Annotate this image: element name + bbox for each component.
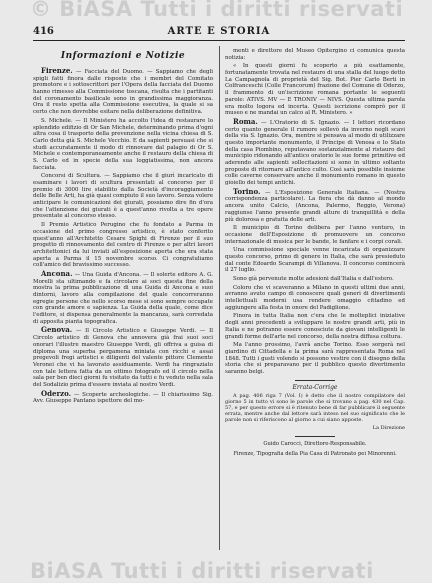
imprint-printer: Firenze, Tipografia della Pia Casa di Patronato pei Minorenni. [233,451,397,457]
left-paragraphs [33,68,213,405]
errata-text: A pag. 406 riga 7 (Vol. I) è detto che il nostro compilatore del giorno 5 in tutto vi sono le parole che si trovano a pag. 430 nel Cap. 57, e per questo errore si è ritenuto bene di far pubblicare il seguente errata, mentre anche dal lettore sarà inteso nel suo significato che le parole non si riferiscono al giorno a cui siano apposte. [225,393,405,424]
paragraph-lead: Roma. [233,116,258,126]
paragraph-text: Ma l'anno prossimo, l'avrà anche Torino. Esso sorgerà nel giardino di Cittadella e la prima sarà rappresentata Roma nel 1848. Tutti i gusti volendo si possono vestire con il disegno della storia che si preparavano per il pubblico questo divertimento saranno belgi. [225,342,405,375]
section-title: Informazioni e Notizie [60,51,186,61]
watermark-top: © BiASA Tutti i diritti riservati [30,0,404,21]
page-header [33,26,405,41]
paragraph-text: Coloro che vi scaveranno a Milano in questi ultimi due anni, avranno avuto campo di conoscere quali generi di divertimenti intellettuali moderni usa rendere omaggio cittadino ed aggiungere alla festa in onore del Padiglione. [225,284,405,311]
paragraph [33,173,213,220]
paragraph [225,342,405,375]
paragraph [225,276,405,283]
section-divider [295,380,335,381]
paragraph [225,225,405,245]
paragraph-text: Concorsi di Scultura. — Sappiamo che il giurì incaricato di esaminare i lavori di scultura presentati al concorso per il premio di 3000 lire stabilito dalla Società d'incoraggiamento delle Belle Arti, ha già quasi compiuto il suo lavoro. Senza volere anticipare le comunicazioni dei giurati, possiamo dire fin d'ora che l'attenzione dei giurati è a quest'anno rivolta a tre opere presentate al concorso stesso. [33,173,213,220]
paragraph [225,285,405,312]
paragraph [225,48,405,61]
paragraph-lead: Firenze. [41,66,73,75]
paragraph-text: — L'Esposizione Generale Italiana. — (Nostra corrispondenza particolare). La fiera che dà danno al mondo ancora unito Calcio, (Ancona, Palermo, Reggio, Verona) raggiunse l'anno presente grandi alture di tranquillità e della più dolorosa e gratuita delle arti. [225,189,405,223]
paragraph-text: Il Premio Artistico Perugino che fu fondato a Parma in occasione del primo congresso artistico, è stato conferito quest'anno all'Architetto Cesare Spighi di Firenze per il suo progetto di rinnovamento del centro di Firenze e per altri lavori architettonici da lui inviati all'esposizione aperta che era stata aperta a Parma il 15 novembre scorso. Ci congratuliamo coll'amico del bravissimo successo. [33,222,213,269]
watermark-bottom: BiASA Tutti i diritti riservati [30,559,374,583]
column-divider [219,46,220,550]
paragraph [225,63,405,117]
paragraph [225,247,405,274]
paragraph-text: — Una Guida d'Ancona. — Il solerte editore A. G. Morelli sta ultimando e fa circolare ai soci questa fine della mostra la prima pubblicazione di una Guida di Ancona e suoi dintorni, lavoro alla compilazione del quale concorreranno egregie persone che nello scorso mese si sono sempre occupate con grande amore e sapienza. La Guida della quale, come dice l'editore, si dispensa generalmente la mancanza, sarà corredata di apposita pianta topografica. [33,271,213,325]
paragraph-lead: Ancona. [41,268,73,278]
paragraph [33,268,213,326]
paragraph-text: menti e direttore del Museo Opitergino ci comunica questa notizia: [225,48,405,61]
imprint-editor: Guido Carocci, Direttore-Responsabile. [263,441,367,447]
paragraph-lead: Oderzo. [41,388,72,398]
imprint-divider [295,436,335,437]
paragraph-text: Finora in tutta Italia non c'era che le molteplici iniziative degli anni precedenti a sviluppare le nostre grandi arti, più in Italia e ne potranno essere conosciute da giovani intelligenti le grandi forme dell'arte nel concorso, della nostra diffusa coltura. [225,313,405,340]
paragraph [33,118,213,172]
errata-title: Errata-Corrige [292,383,338,391]
paragraph [33,68,213,116]
paragraph-text: Il municipio di Torino delibera per l'anno venturo, in occasione dell'Esposizione di promuovere un concorso internazionale di musica per le bande, le fanfare e i corpi corali. [225,225,405,245]
paragraph [33,388,213,405]
paragraph-text: — L'Oratorio di S. Ignazio. — I lettori ricordano certo quanto generale il rumore sollevò da inverno negli scavi della via S. Ignazio. Ora, mentre si pensava al modo di utilizzare questo importante monumento, il Principe di Venosa e lo Stato della casa Piombino, reputavano sostanzialmente al ristauro del municipio ridonando all'antico oratorio le sue forme primitive ed aderendo alle sapienti sollecitazioni si sono in ultimo soltanto proposte di ritornare all'antico culto. Così sarà possibile insieme colle caverne conservare anche il monumento romano in questo gioiello dei tempi antichi. [225,119,405,187]
paragraph [33,222,213,269]
paragraph [33,327,213,388]
page-number: 416 [33,26,54,37]
paragraph [225,116,405,187]
paragraph-text: « In questi giorni fu scoperto a più esattamente, fortunatamente trovata nel restauro di una stalla del luogo detto La Campagnola di proprietà del Sig. Bot. Pier Carlo Berti in Colfranceschi (Colle Francorum) frazione del Comune di Oderzo, il frammento di un'iscrizione romana portante le seguenti parole: ATIVS. MV — E TRONIV — NIVS. Questa ultima parola era molto logora ed incerta. Questi iscrizione comprò per il museo e ne mandai un calco al R. Ministero. » [225,63,405,117]
paragraph-text: Una commissione speciale venne incaricata di organizzare questo concorso, primo di genere in Italia, che sarà presieduto dal conte Edoardo Scarampi di Villanova. Il concorso comincerà il 27 luglio. [225,247,405,274]
paragraph-lead: Genova. [41,325,73,335]
left-column [33,48,213,550]
running-title: ARTE E STORIA [167,26,271,37]
paragraph [225,186,405,223]
paragraph-text: S. Michele. — Il Ministero ha accolto l'idea di restaurare lo splendido edifizio di Or San Michele, determinando prima d'ogni altra cosa il trasporto della prevenzione nella vicina chiesa di S. Carlo detta già S. Michele Vecchio. E da sapienti persuasi che si studi accuratamente il modo di rinnovare dal palagio di Or S. Michele e contemporaneamente anche il restauro della chiesa di S. Carlo ed in specie della sua loggiatissima, non ancora facciata. [33,117,213,171]
paragraph-text: Sono già pervenute molte adesioni dall'Italia e dall'estero. [233,276,394,282]
paragraph-text: — Facciata del Duomo. — Sappiamo che degli spigli fatti finora dalle risposte che i membri del Comitato promotore e i sottoscrittori per l'Opera della facciata del Duomo hanno rimesso alla Commissione toscana, risulta che i partitanti del coronamento basilicale sono in grandissima maggioranza. Ora il resto spetta alla Commissione esecutiva, la quale si sa certo che non dovrebbe esitare nella deliberazione definitiva. [33,69,213,116]
paragraph-text: — Scoperte archeologiche. — Il chiarissimo Sig. Avv. Giuseppe Pantano ispettore del mo- [33,391,213,405]
right-paragraphs [225,48,405,376]
paragraph [225,313,405,340]
paragraph-lead: Torino. [233,186,261,196]
paragraph-text: — Il Circolo Artistico e Giuseppe Verdi. — Il Circolo artistico di Genova che annovera già frai suoi soci onorari l'illustre maestro Giuseppe Verdi, gli offriva a guisa di diploma una superba pergamena miniata con ricchi e assai pregevoli fregi artistici e diligenti del valente pittore Clemente Veronei che vi ha lavorato assiduamente. Verdi ha ringraziato con tale lettera fatta da un ottimo fotografo ed il circolo nella sala per ben dieci giorni fu visitato da tutti e fu veduto nella sala del Sodalizio prima d'essere inviata al nostro Verdi. [33,328,213,388]
right-column [225,48,405,550]
errata-signature: La Direzione [372,425,405,432]
